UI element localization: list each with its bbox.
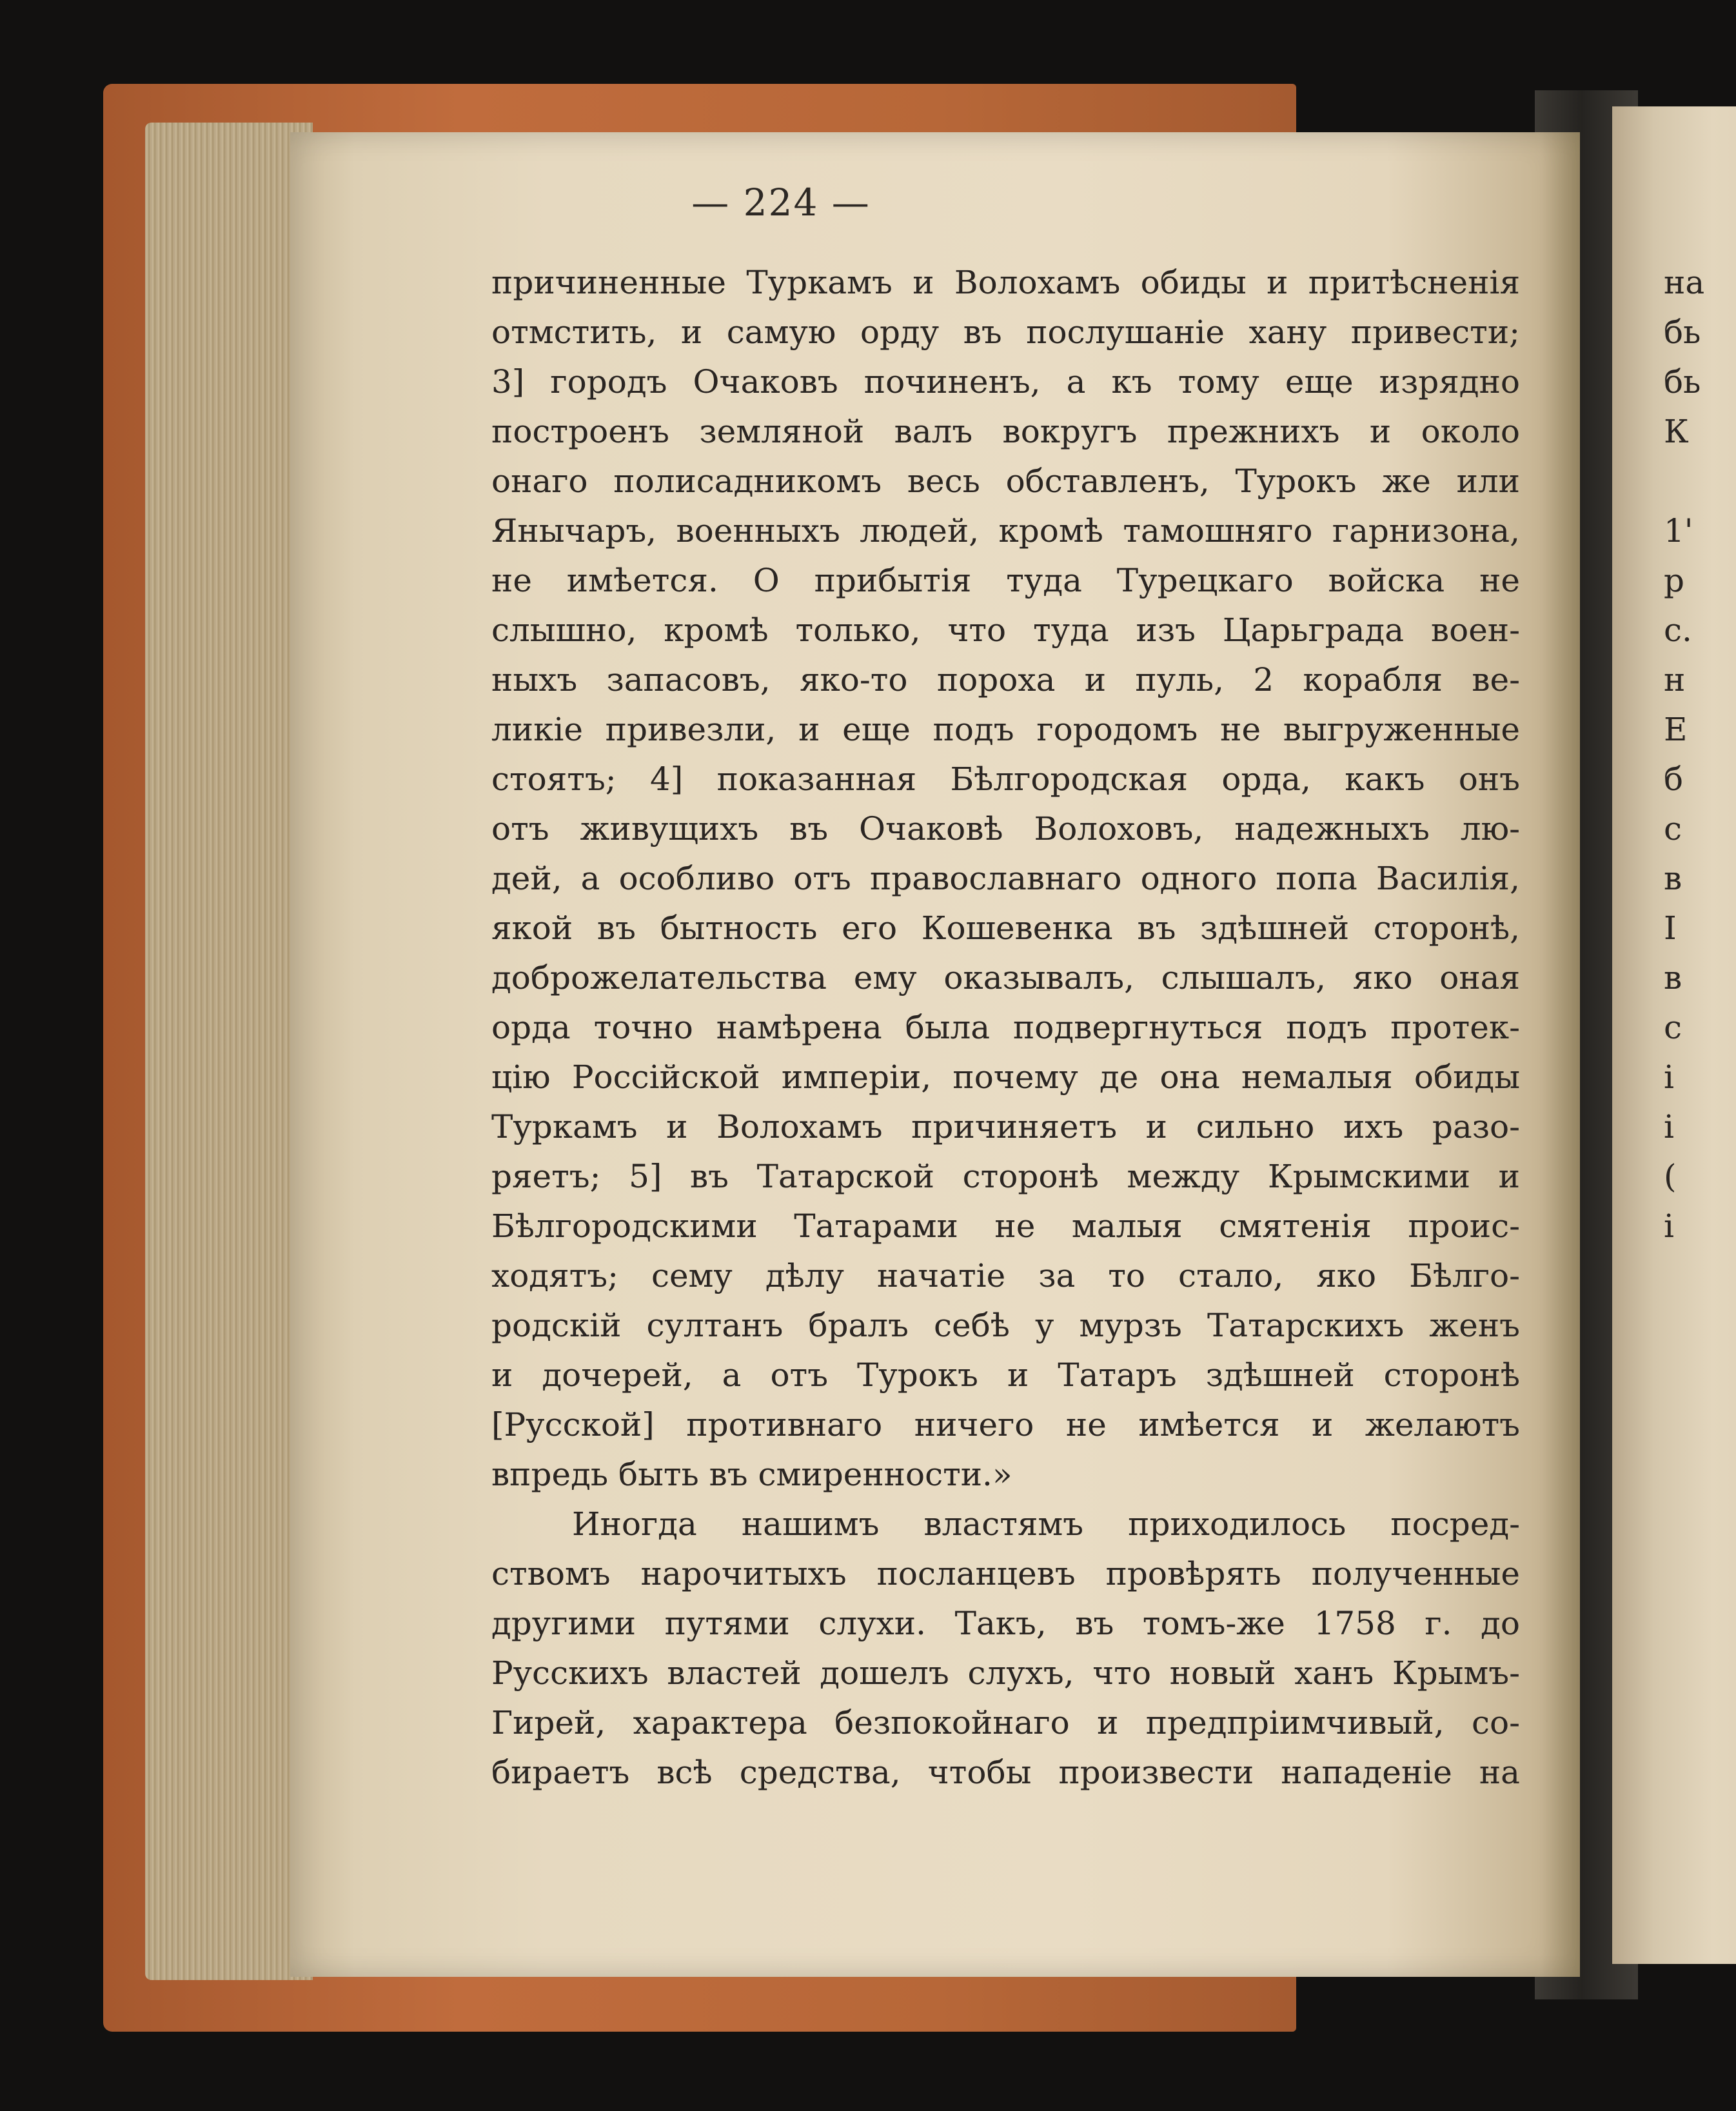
facing-line: 1' [1664, 512, 1693, 550]
text-line: доброжелательства ему оказывалъ, слышалъ, яко оная [491, 959, 1520, 996]
text-line: Янычаръ, военныхъ людей, кромѣ тамошняго гарнизона, [491, 512, 1520, 550]
text-line: ходятъ; сему дѣлу начатіе за то стало, яко Бѣлго- [491, 1257, 1520, 1294]
facing-line: н [1664, 661, 1686, 699]
page-edges [145, 123, 313, 1980]
text-line: [Русской] противнаго ничего не имѣется и желаютъ [491, 1406, 1520, 1443]
text-line: Гирей, характера безпокойнаго и предпріимчивый, со- [491, 1704, 1520, 1741]
facing-line: Е [1664, 711, 1688, 748]
text-line: ликіе привезли, и еще подъ городомъ не выгруженные [491, 711, 1520, 748]
text-line: Иногда нашимъ властямъ приходилось посред- [572, 1505, 1520, 1543]
text-line: отъ живущихъ въ Очаковѣ Волоховъ, надежныхъ лю- [491, 810, 1520, 847]
facing-line: К [1664, 413, 1689, 450]
facing-line: с [1664, 810, 1682, 847]
text-line: цію Россійской имперіи, почему де она немалыя обиды [491, 1058, 1520, 1096]
facing-line: р [1664, 562, 1685, 599]
text-line: родскій султанъ бралъ себѣ у мурзъ Татарскихъ женъ [491, 1307, 1520, 1344]
facing-line: в [1664, 860, 1682, 897]
text-line: Русскихъ властей дошелъ слухъ, что новый ханъ Крымъ- [491, 1654, 1520, 1692]
facing-line [1664, 457, 1736, 506]
text-line: другими путями слухи. Такъ, въ томъ-же 1758 г. до [491, 1605, 1520, 1642]
text-line: онаго полисадникомъ весь обставленъ, Турокъ же или [491, 462, 1520, 500]
facing-line: бь [1664, 313, 1701, 351]
text-line: слышно, кромѣ только, что туда изъ Царьграда воен- [491, 611, 1520, 649]
text-line: Бѣлгородскими Татарами не малыя смятенія проис- [491, 1207, 1520, 1245]
facing-line: і [1664, 1207, 1674, 1245]
facing-line: бь [1664, 363, 1701, 401]
text-line: впредь быть въ смиренности.» [491, 1456, 1012, 1493]
text-line: бираетъ всѣ средства, чтобы произвести нападеніе на [491, 1754, 1520, 1791]
page-text [491, 258, 1520, 1798]
text-line: отмстить, и самую орду въ послушаніе хану привести; [491, 313, 1520, 351]
text-line: Туркамъ и Волохамъ причиняетъ и сильно ихъ разо- [491, 1108, 1520, 1145]
facing-line: ( [1664, 1158, 1677, 1195]
text-line: ствомъ нарочитыхъ посланцевъ провѣрять полученные [491, 1555, 1520, 1592]
text-line: орда точно намѣрена была подвергнуться подъ протек- [491, 1009, 1520, 1046]
text-line: стоятъ; 4] показанная Бѣлгородская орда, какъ онъ [491, 760, 1520, 798]
facing-line: б [1664, 760, 1684, 798]
text-line: якой въ бытность его Кошевенка въ здѣшней сторонѣ, [491, 909, 1520, 947]
text-line: дей, а особливо отъ православнаго одного попа Василія, [491, 860, 1520, 897]
facing-line: і [1664, 1058, 1674, 1096]
facing-line: І [1664, 909, 1677, 947]
text-line: ряетъ; 5] въ Татарской сторонѣ между Крымскими и [491, 1158, 1520, 1195]
facing-line: на [1664, 264, 1705, 301]
text-line: 3] городъ Очаковъ починенъ, а къ тому еще изрядно [491, 363, 1520, 401]
facing-line: с [1664, 1009, 1682, 1046]
facing-page-text [1664, 258, 1736, 1251]
facing-line: і [1664, 1108, 1674, 1145]
page-number: — 224 — [691, 181, 871, 224]
facing-line: в [1664, 959, 1682, 996]
text-line: построенъ земляной валъ вокругъ прежнихъ и около [491, 413, 1520, 450]
facing-line: с. [1664, 611, 1692, 649]
text-line: причиненные Туркамъ и Волохамъ обиды и притѣсненія [491, 264, 1520, 301]
text-line: и дочерей, а отъ Турокъ и Татаръ здѣшней сторонѣ [491, 1356, 1520, 1394]
text-line: ныхъ запасовъ, яко-то пороха и пуль, 2 корабля ве- [491, 661, 1520, 699]
text-line: не имѣется. О прибытія туда Турецкаго войска не [491, 562, 1520, 599]
